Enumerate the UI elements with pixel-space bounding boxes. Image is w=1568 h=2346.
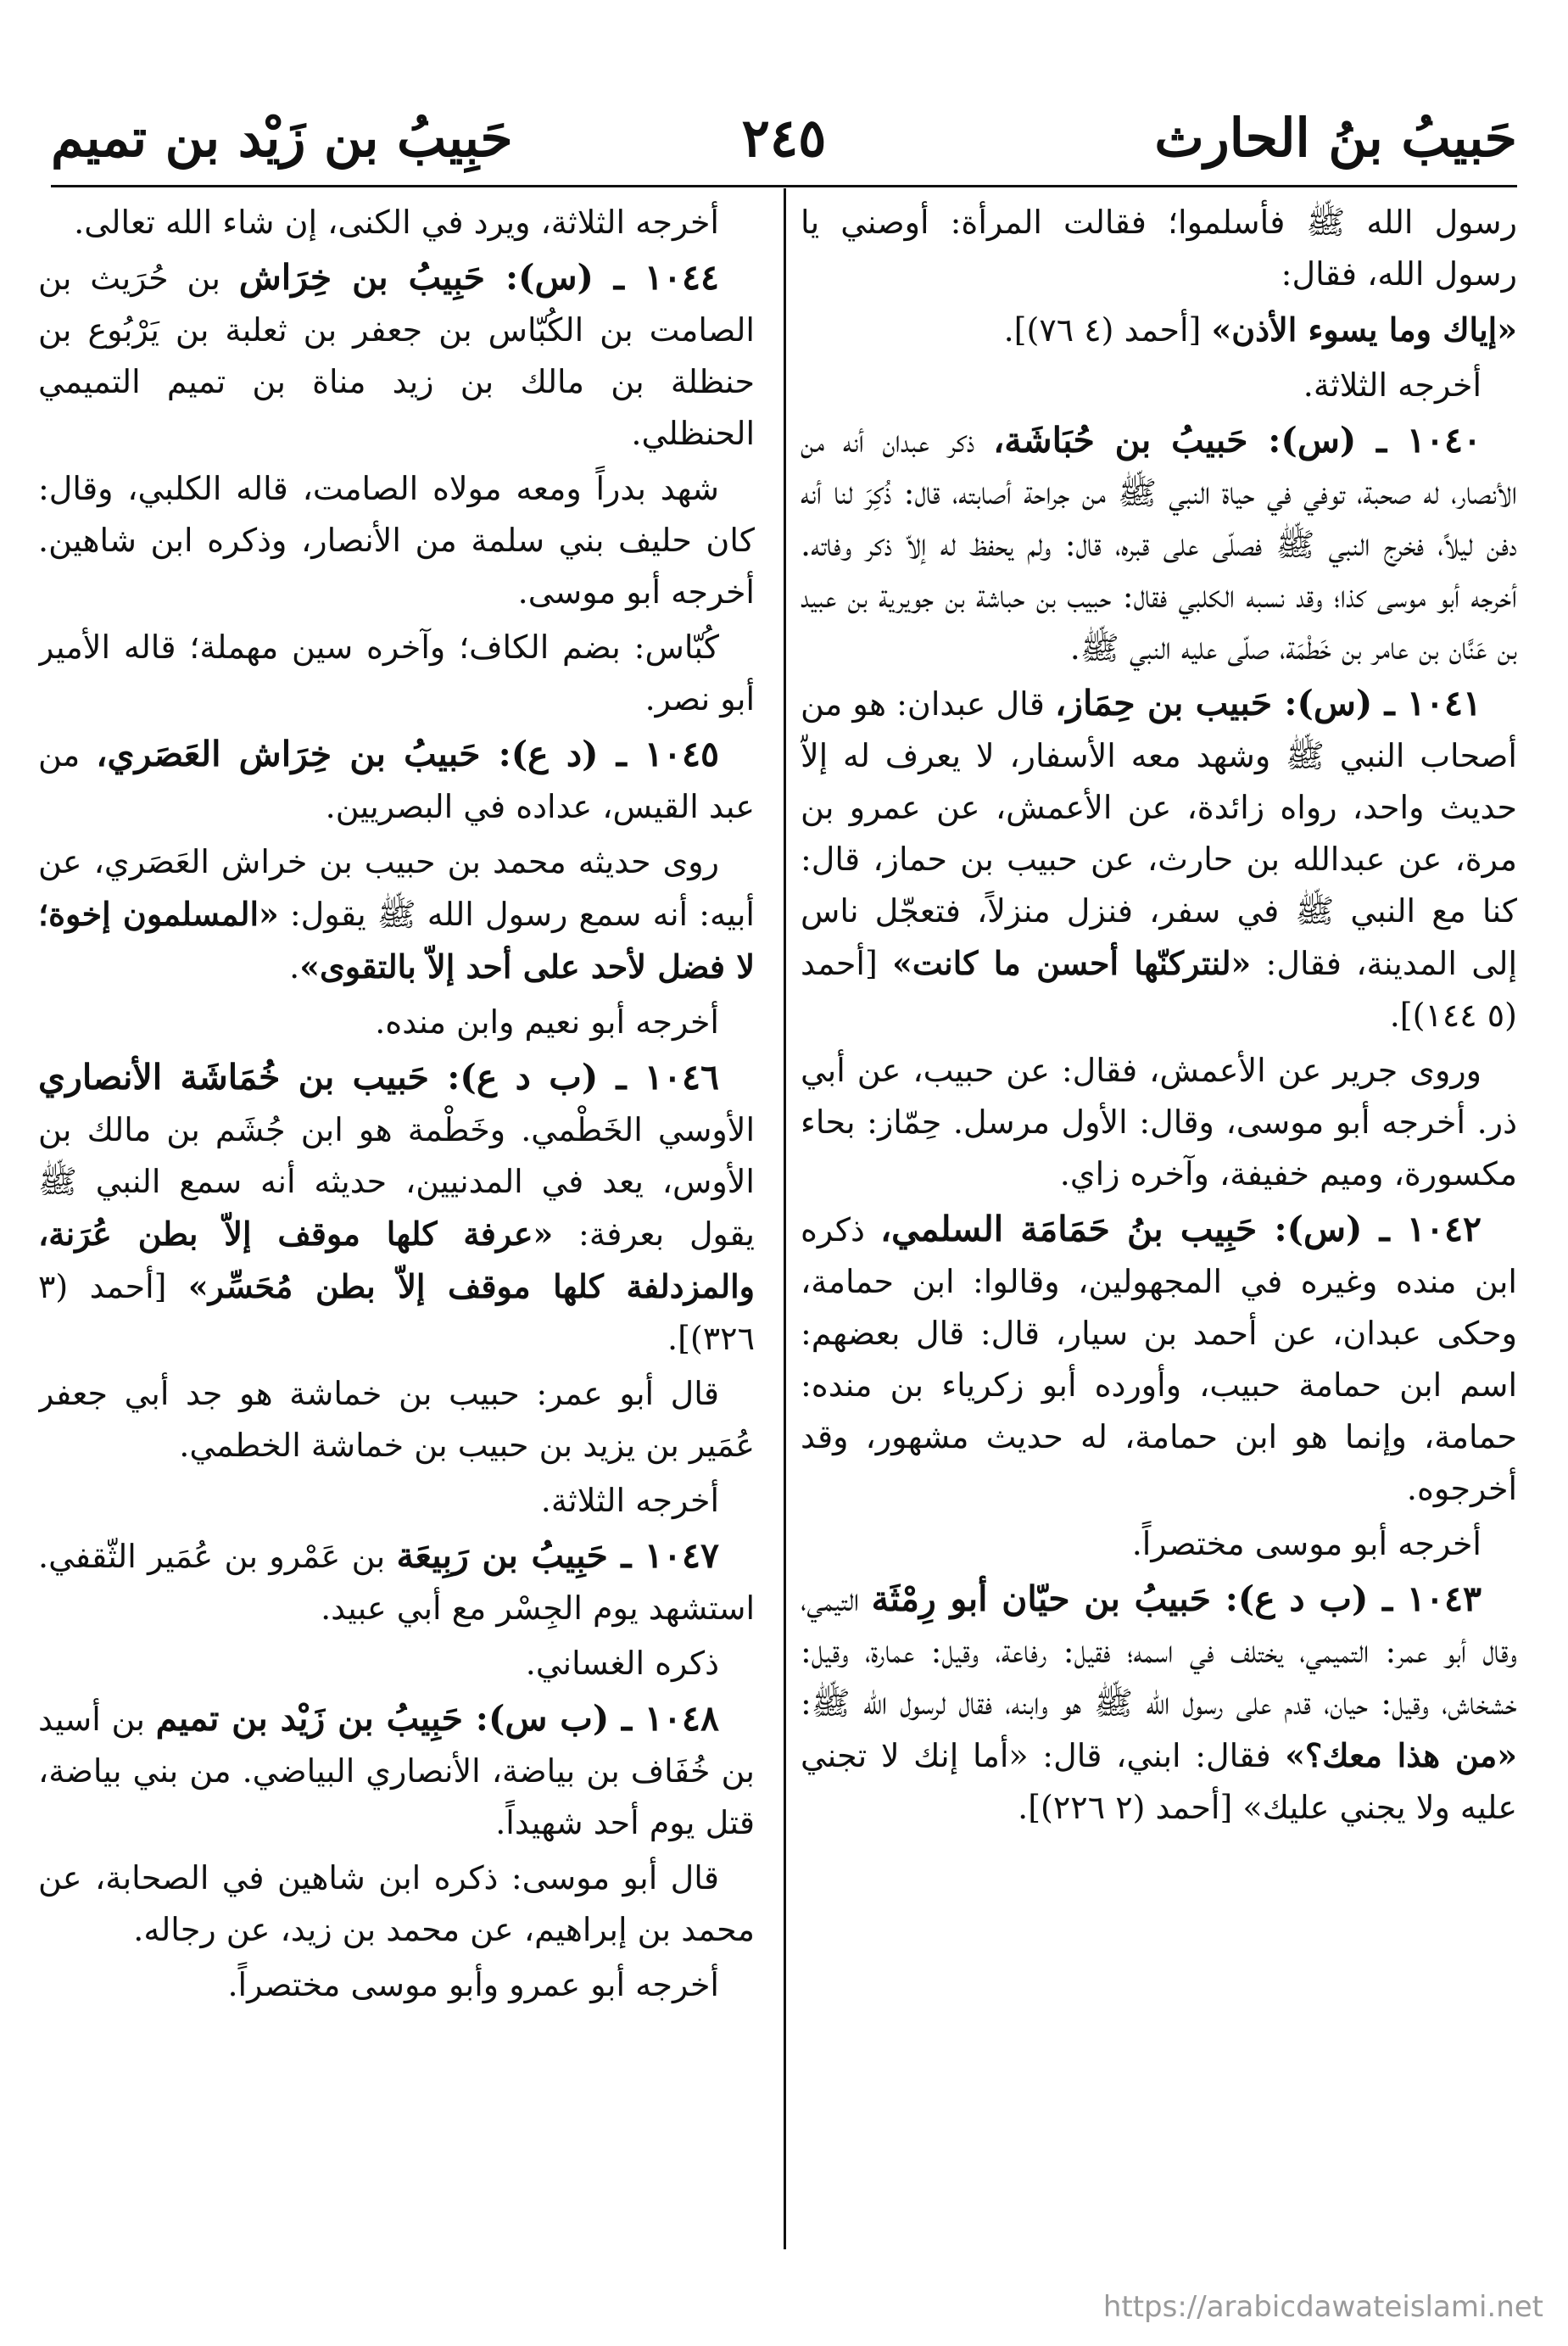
paragraph: روى حديثه محمد بن حبيب بن خراش العَصَري، عن أبيه: أنه سمع رسول الله ﷺ يقول: «المسلمون إخوة؛ لا فضل لأحد على أحد إلاّ بالتقوى». [38, 843, 755, 986]
paragraph: قال أبو موسى: ذكره ابن شاهين في الصحابة، عن محمد بن إبراهيم، عن محمد بن زيد، عن رجاله. [38, 1859, 755, 1948]
page-number: ٢٤٥ [741, 107, 827, 169]
paragraph: شهد بدراً ومعه مولاه الصامت، قاله الكلبي، وقال: كان حليف بني سلمة من الأنصار، وذكره ابن شاهين. أخرجه أبو موسى. [38, 470, 755, 611]
entry-1040: ١٠٤٠ ـ (س): حَبيبُ بن حُبَاشَة، ذكر عبدان أنه من الأنصار، له صحبة، توفي في حياة النبي ﷺ من جراحة أصابته، قال: ذُكِرَ لنا أنه دفن ليلاً، فخرج النبي ﷺ فصلّى على قبره، قال: ولم يحفظ له إلاّ ذكر وفاته. أخرجه أبو موسى كذا؛ وقد نسبه الكلبي فقال: حبيب بن حباشة بن جويرية بن عبيد بن عَنَّان بن عامر بن خَطْمَة، صلّى عليه النبي ﷺ. [801, 420, 1517, 667]
column-divider [784, 188, 786, 2249]
paragraph: رسول الله ﷺ فأسلموا؛ فقالت المرأة: أوصني يا رسول الله، فقال: [801, 204, 1517, 293]
paragraph: أخرجه أبو موسى مختصراً. [1131, 1525, 1482, 1562]
left-column [38, 197, 755, 2266]
right-column [801, 197, 1517, 2266]
entry-heading: ١٠٤٤ ـ (س): حَبِيبُ بن خِرَاش [238, 257, 719, 298]
entry-heading: ١٠٤٦ ـ (ب د ع): حَبيب بن خُمَاشَة الأنصاري [38, 1057, 719, 1098]
paragraph: «إياك وما يسوء الأذن» [أحمد (٤ ٧٦)]. [1003, 310, 1517, 349]
paragraph: أخرجه الثلاثة. [1303, 366, 1482, 404]
entry-heading: ١٠٤٢ ـ (س): حَبِيب بنُ حَمَامَة السلمي، [879, 1209, 1482, 1249]
entry-1042: ١٠٤٢ ـ (س): حَبِيب بنُ حَمَامَة السلمي، ذكره ابن منده وغيره في المجهولين، وقالوا: ابن حمامة، وحكى عبدان، عن أحمد بن سيار، قال: قال بعضهم: اسم ابن حمامة حبيب، وأورده أبو زكرياء بن منده: حمامة، وإنما هو ابن حمامة، له حديث مشهور، وقد أخرجوه. [801, 1209, 1517, 1507]
hadith-quote: «من هذا معك؟» [1285, 1736, 1517, 1774]
entry-heading: ١٠٤٥ ـ (د ع): حَبيبُ بن خِرَاش العَصَري، [96, 734, 719, 774]
entry-1041: ١٠٤١ ـ (س): حَبيب بن حِمَاز، قال عبدان: هو من أصحاب النبي ﷺ وشهد معه الأسفار، لا يعرف له إلاّ حديث واحد، رواه زائدة، عن الأعمش، عن عمرو بن مرة، عن عبدالله بن حارث، عن حبيب بن حماز، قال: كنا مع النبي ﷺ في سفر، فنزل منزلاً، فتعجّل ناس إلى المدينة، فقال: «لنتركنّها أحسن ما كانت» [أحمد (٥ ١٤٤)]. [801, 683, 1517, 1034]
paragraph: أخرجه أبو عمرو وأبو موسى مختصراً. [227, 1966, 719, 2003]
header-left-title: حَبِيبُ بن زَيْد بن تميم [51, 107, 513, 169]
entry-1044: ١٠٤٤ ـ (س): حَبِيبُ بن خِرَاش بن حُرَيث بن الصامت بن الكُبّاس بن جعفر بن ثعلبة بن يَرْبُوع بن حنظلة بن مالك بن زيد مناة بن تميم التميمي الحنظلي. [38, 257, 755, 452]
running-header [51, 100, 1517, 176]
paragraph: أخرجه الثلاثة، ويرد في الكنى، إن شاء الله تعالى. [74, 204, 719, 241]
hadith-quote: «المسلمون إخوة؛ لا فضل لأحد على أحد إلاّ بالتقوى» [38, 895, 755, 986]
hadith-quote: «عرفة كلها موقف إلاّ بطن عُرَنة، والمزدلفة كلها موقف إلاّ بطن مُحَسِّر» [38, 1215, 755, 1305]
entry-heading: ١٠٤٧ ـ حَبِيبُ بن رَبِيعَة [396, 1535, 719, 1576]
paragraph: أخرجه أبو نعيم وابن منده. [375, 1003, 719, 1041]
entry-heading: ١٠٤٠ ـ (س): حَبيبُ بن حُبَاشَة، [993, 420, 1482, 461]
watermark-url: https://arabicdawateislami.net [1102, 2290, 1543, 2324]
paragraph: وروى جرير عن الأعمش، فقال: عن حبيب، عن أبي ذر. أخرجه أبو موسى، وقال: الأول مرسل. حِمّاز: بحاء مكسورة، وميم خفيفة، وآخره زاي. [801, 1052, 1517, 1193]
paragraph: كُبّاس: بضم الكاف؛ وآخره سين مهملة؛ قاله الأمير أبو نصر. [38, 628, 755, 718]
paragraph: ذكره الغساني. [525, 1645, 719, 1682]
entry-1045: ١٠٤٥ ـ (د ع): حَبيبُ بن خِرَاش العَصَري، من عبد القيس، عداده في البصريين. [38, 734, 755, 825]
hadith-quote: «إياك وما يسوء الأذن» [1211, 310, 1517, 349]
paragraph: أخرجه الثلاثة. [540, 1482, 719, 1519]
header-rule [51, 185, 1517, 187]
entry-1043: ١٠٤٣ ـ (ب د ع): حَبيبُ بن حيّان أبو رِمْثَة التيمي، وقال أبو عمر: التميمي، يختلف في اسمه؛ فقيل: رفاعة، وقيل: عمارة، وقيل: خشخاش، وقيل: حيان، قدم على رسول الله ﷺ هو وابنه، فقال لرسول الله ﷺ: «من هذا معك؟» فقال: ابني، قال: «أما إنك لا تجني عليه ولا يجني عليك» [أحمد (٢ ٢٢٦)]. [801, 1578, 1517, 1826]
entry-heading: ١٠٤٣ ـ (ب د ع): حَبيبُ بن حيّان أبو رِمْثَة [871, 1578, 1482, 1619]
paragraph: قال أبو عمر: حبيب بن خماشة هو جد أبي جعفر عُمَير بن يزيد بن حبيب بن خماشة الخطمي. [38, 1375, 755, 1464]
hadith-quote: «لنتركنّها أحسن ما كانت» [892, 944, 1252, 982]
entry-1048: ١٠٤٨ ـ (ب س): حَبِيبُ بن زَيْد بن تميم بن أسيد بن خُفَاف بن بياضة، الأنصاري البياضي. من بني بياضة، قتل يوم أحد شهيداً. [38, 1698, 755, 1841]
header-right-title: حَبيبُ بنُ الحارث [1154, 107, 1517, 169]
entry-1047: ١٠٤٧ ـ حَبِيبُ بن رَبِيعَة بن عَمْرو بن عُمَير الثّقفي. استشهد يوم الجِسْر مع أبي عبيد. [38, 1535, 755, 1627]
entry-1046: ١٠٤٦ ـ (ب د ع): حَبيب بن خُمَاشَة الأنصاري الأوسي الخَطْمي. وخَطْمة هو ابن جُشَم بن مالك بن الأوس، يعد في المدنيين، حديثه أنه سمع النبي ﷺ يقول بعرفة: «عرفة كلها موقف إلاّ بطن عُرَنة، والمزدلفة كلها موقف إلاّ بطن مُحَسِّر» [أحمد (٣ ٣٢٦)]. [38, 1057, 755, 1357]
entry-heading: ١٠٤٨ ـ (ب س): حَبِيبُ بن زَيْد بن تميم [155, 1698, 719, 1739]
entry-heading: ١٠٤١ ـ (س): حَبيب بن حِمَاز، [1054, 683, 1482, 723]
